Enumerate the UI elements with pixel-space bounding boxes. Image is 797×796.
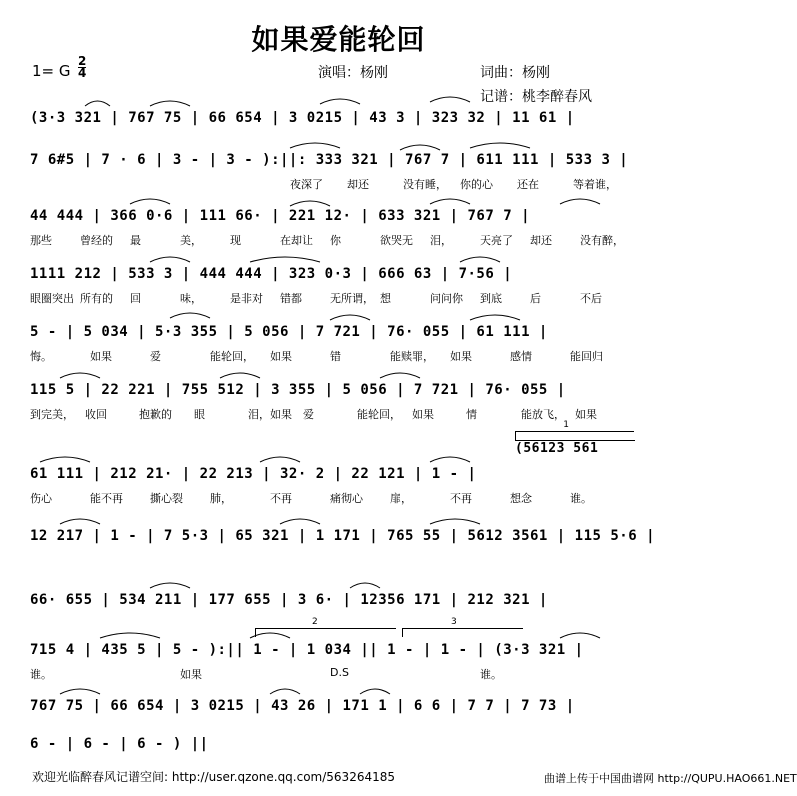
lyric-word: 你	[330, 234, 341, 247]
notation-row: 61 111 | 212 21· | 22 213 | 32· 2 | 22 121 | 1 - |	[30, 466, 477, 482]
slur-arc	[60, 373, 100, 378]
volta-2-label: 2	[312, 617, 318, 627]
lyric-word: 如果	[412, 408, 434, 421]
lyric-word: 是非对	[230, 292, 263, 305]
slur-arc	[170, 313, 210, 318]
slur-arc	[260, 457, 300, 462]
lyric-word: 错	[330, 350, 341, 363]
lyric-word: 眼	[194, 408, 205, 421]
slur-arc	[150, 101, 190, 106]
lyric-word: 能放飞，	[521, 408, 565, 421]
lyric-word: 悔。	[30, 350, 52, 363]
lyric-word: 现	[230, 234, 241, 247]
lyric-word: 想念	[510, 492, 532, 505]
lyric-word: 到完美，	[30, 408, 74, 421]
volta-1	[515, 420, 634, 440]
notation-row: 767 75 | 66 654 | 3 0215 | 43 26 | 171 1 | 6 6 | 7 7 | 7 73 |	[30, 698, 575, 714]
volta-3-label: 3	[451, 617, 457, 627]
volta-2	[255, 617, 396, 637]
lyric-word: 在却让	[280, 234, 313, 247]
slur-arc	[430, 199, 470, 204]
lyric-word: 如果	[180, 668, 202, 681]
slur-arc	[560, 199, 600, 204]
slur-arc	[100, 633, 160, 638]
lyric-word: 撕心裂	[150, 492, 183, 505]
slur-arc	[560, 633, 600, 638]
time-signature	[78, 56, 86, 79]
slur-arc	[380, 373, 420, 378]
slur-arc	[400, 145, 440, 150]
lyric-word: 能轮回，	[210, 350, 254, 363]
lyric-word: 夜深了	[290, 178, 323, 191]
lyric-word: 肺，	[210, 492, 232, 505]
lyric-word: 所有的	[80, 292, 113, 305]
lyric-word: 谁。	[480, 668, 502, 681]
lyric-word: 却还	[347, 178, 369, 191]
slur-arc	[250, 257, 320, 262]
notation-row: 12 217 | 1 - | 7 5·3 | 65 321 | 1 171 | 765 55 | 5612 3561 | 115 5·6 |	[30, 528, 656, 544]
slur-arc	[430, 519, 480, 524]
volta-1-label: 1	[563, 420, 569, 430]
lyric-word: 泪，	[430, 234, 452, 247]
lyric-word: 不再	[450, 492, 472, 505]
notation-row: 66· 655 | 534 211 | 177 655 | 3 6· | 12356 171 | 212 321 |	[30, 592, 548, 608]
slur-arc	[350, 583, 380, 588]
performer-credit: 演唱：杨刚	[318, 65, 388, 81]
lyric-word: 想	[380, 292, 391, 305]
lyric-word: 天亮了	[480, 234, 513, 247]
lyric-word: 不再	[270, 492, 292, 505]
lyric-word: 美，	[180, 234, 202, 247]
slur-arc	[130, 199, 170, 204]
slur-arc	[280, 519, 320, 524]
lyric-word: 你的心	[460, 178, 493, 191]
lyric-word: 眼圈突出	[30, 292, 74, 305]
lyric-word: 能回归	[570, 350, 603, 363]
lyric-word: 爱	[150, 350, 161, 363]
notation-row: 5 - | 5 034 | 5·3 355 | 5 056 | 7 721 | 76· 055 | 61 111 |	[30, 324, 548, 340]
slur-arc	[290, 143, 340, 148]
slur-arc	[430, 97, 470, 102]
lyric-word: 泪，如果	[248, 408, 292, 421]
lyric-word: 能轮回，	[357, 408, 401, 421]
volta-3	[402, 617, 523, 637]
slur-arc	[470, 143, 530, 148]
score-title: 如果爱能轮回	[251, 23, 426, 56]
lyric-word: D.S	[330, 666, 349, 679]
lyric-word: 后	[530, 292, 541, 305]
slur-arc	[290, 201, 330, 206]
notation-row: 715 4 | 435 5 | 5 - ):|| 1 - | 1 034 || 1 - | 1 - | (3·3 321 |	[30, 642, 584, 658]
lyric-word: 回	[130, 292, 141, 305]
slur-arc	[60, 689, 100, 694]
lyric-word: 伤心	[30, 492, 52, 505]
slur-arc	[330, 315, 370, 320]
lyric-word: 爱	[303, 408, 314, 421]
slur-arc	[320, 99, 360, 104]
lyric-word: 情	[466, 408, 477, 421]
notation-row: (3·3 321 | 767 75 | 66 654 | 3 0215 | 43 3 | 323 32 | 11 61 |	[30, 110, 575, 126]
lyric-word: 等着谁，	[573, 178, 617, 191]
lyric-word: 不后	[580, 292, 602, 305]
lyric-word: 能不再	[90, 492, 123, 505]
transcriber-credit: 记谱：桃李醉春风	[480, 89, 592, 105]
notation-row: 44 444 | 366 0·6 | 111 66· | 221 12· | 633 321 | 767 7 |	[30, 208, 531, 224]
lyric-word: 如果	[450, 350, 472, 363]
lyric-word: 没有醉，	[580, 234, 624, 247]
lyric-word: 欲哭无	[380, 234, 413, 247]
slur-arc	[360, 689, 390, 694]
slur-arc	[85, 101, 110, 106]
lyric-word: 却还	[530, 234, 552, 247]
lyric-word: 收回	[85, 408, 107, 421]
footer-note: 欢迎光临醉春风记谱空间: http://user.qzone.qq.com/563264185	[32, 770, 396, 784]
lyric-word: 到底	[480, 292, 502, 305]
composer-credit: 词曲：杨刚	[480, 65, 550, 81]
lyric-word: 谁。	[30, 668, 52, 681]
lyric-word: 那些	[30, 234, 52, 247]
notation-row: 7 6#5 | 7 · 6 | 3 - | 3 - ):||: 333 321 | 767 7 | 611 111 | 533 3 |	[30, 152, 629, 168]
slur-arc	[220, 373, 260, 378]
slur-arc	[470, 315, 520, 320]
notation-row: 1111 212 | 533 3 | 444 444 | 323 0·3 | 666 63 | 7·56 |	[30, 266, 513, 282]
lyric-word: 还在	[517, 178, 539, 191]
lyric-word: 抱歉的	[139, 408, 172, 421]
lyric-word: 谁。	[570, 492, 592, 505]
lyric-word: 最	[130, 234, 141, 247]
key-signature: 1= G	[32, 62, 71, 80]
time-signature-top: 2	[78, 54, 87, 68]
lyric-word: 没有睡，	[403, 178, 447, 191]
notation-row: 6 - | 6 - | 6 - ) ||	[30, 736, 209, 752]
slur-arc	[270, 689, 300, 694]
notation-row: 115 5 | 22 221 | 755 512 | 3 355 | 5 056 | 7 721 | 76· 055 |	[30, 382, 566, 398]
lyric-word: 如果	[90, 350, 112, 363]
slur-arc	[60, 519, 100, 524]
lyric-word: 味，	[180, 292, 202, 305]
lyric-word: 错都	[280, 292, 302, 305]
lyric-word: 扉，	[390, 492, 412, 505]
lyric-word: 曾经的	[80, 234, 113, 247]
slur-arc	[460, 257, 500, 262]
slur-arc	[430, 457, 470, 462]
slur-arc	[150, 257, 190, 262]
volta-intro-bracket: (56123 561	[515, 440, 635, 456]
lyric-word: 无所谓，	[330, 292, 374, 305]
lyric-word: 问问你	[430, 292, 463, 305]
lyric-word: 能赎罪，	[390, 350, 434, 363]
slur-arc	[150, 583, 190, 588]
site-watermark: 曲谱上传于中国曲谱网 http://QUPU.HAO661.NET	[544, 772, 797, 785]
lyric-word: 痛彻心	[330, 492, 363, 505]
time-signature-bottom: 4	[78, 66, 87, 80]
lyric-word: 如果	[270, 350, 292, 363]
lyric-word: 感情	[510, 350, 532, 363]
slur-arc	[40, 457, 90, 462]
lyric-word: 如果	[575, 408, 597, 421]
